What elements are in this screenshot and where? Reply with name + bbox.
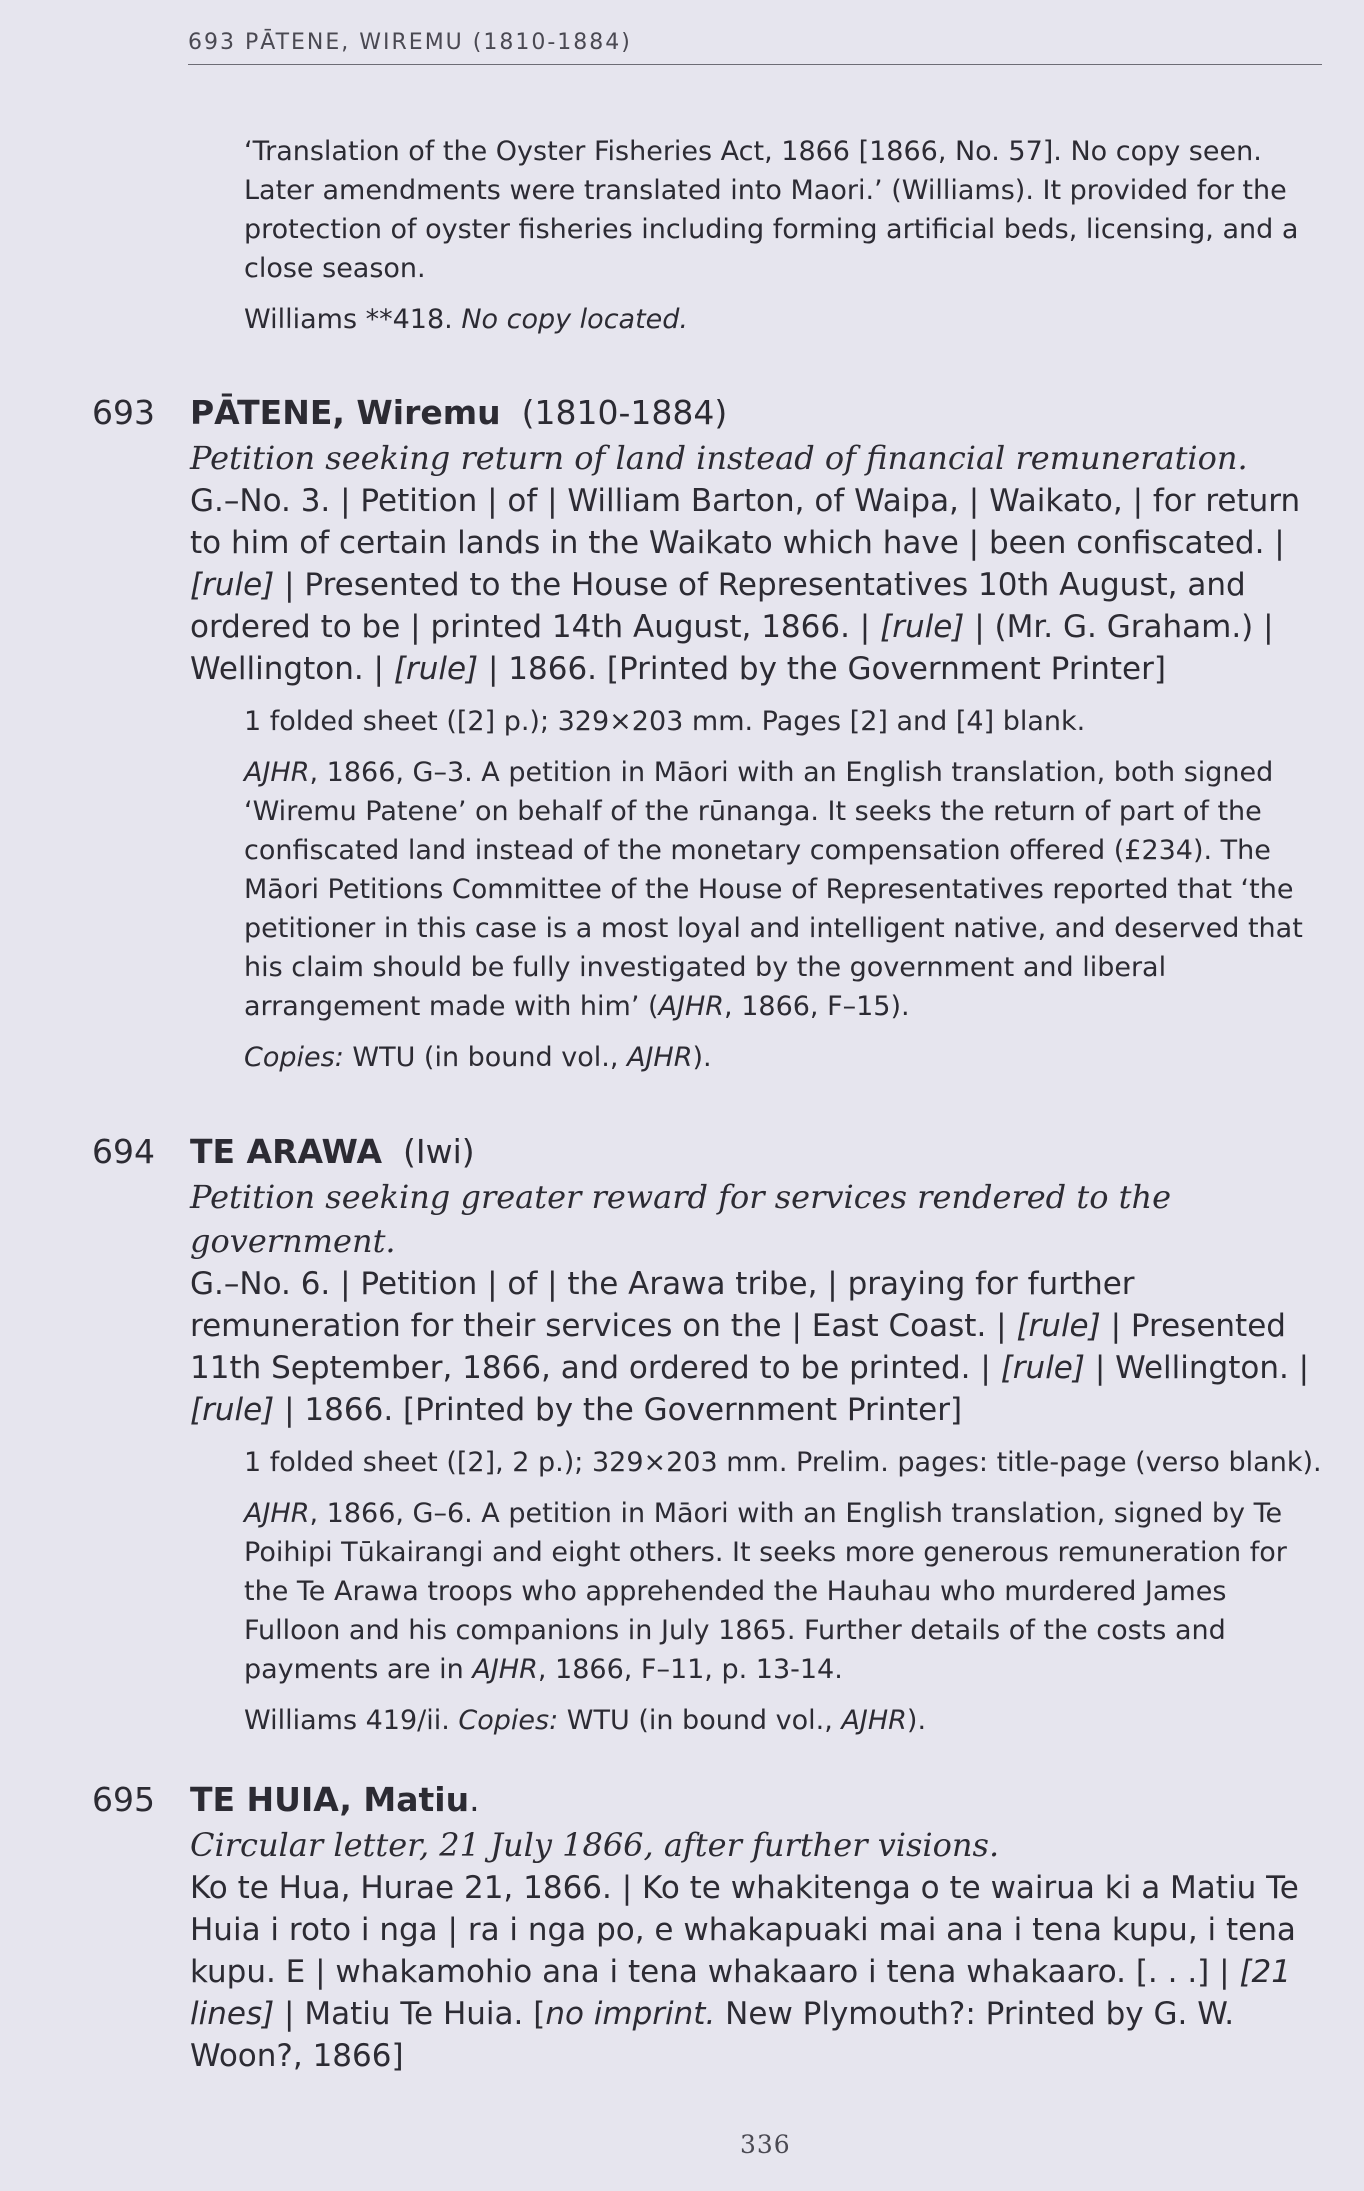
italic-run: [rule]	[190, 567, 275, 603]
text-run: Ko te Hua, Hurae 21, 1866. | Ko te whakitenga o te wairua ki a Matiu Te Huia i roto i nga | ra i nga po, e whakapuaki mai ana i tena kupu, i tena kupu. E | whakamohio ana i tena whakaaro i tena whakaaro. [. . .] |	[190, 1870, 1299, 1990]
italic-run: [rule]	[1016, 1308, 1101, 1344]
text-run: | Wellington. |	[1084, 1350, 1310, 1386]
entry-693	[92, 390, 1328, 1089]
italic-run: AJHR	[658, 991, 725, 1022]
italic-run: Copies:	[244, 1042, 344, 1073]
entry-dates: (1810-1884)	[521, 393, 728, 432]
text-run: | Matiu Te Huia. [	[274, 1996, 546, 2032]
text-run: ).	[906, 1705, 927, 1736]
text-run: 1 folded sheet ([2] p.); 329×203 mm. Pages [2] and [4] blank.	[244, 706, 1086, 737]
text-run: | 1866. [Printed by the Government Printer]	[274, 1392, 963, 1428]
continued-entry-notes	[244, 132, 1324, 351]
continued-reference	[244, 300, 1324, 339]
entry-dates: .	[469, 1780, 480, 1819]
italic-run: AJHR	[841, 1705, 907, 1736]
italic-run: [rule]	[393, 651, 479, 687]
entry-author: TE HUIA, Matiu	[190, 1780, 470, 1819]
entry-body	[190, 436, 1328, 1077]
header-rule	[188, 64, 1322, 65]
entry-695	[92, 1777, 1328, 2077]
entry-author: PĀTENE, Wiremu	[190, 393, 501, 432]
entry-number: 693	[92, 393, 155, 432]
text-run: ).	[692, 1042, 712, 1073]
entry-author: TE ARAWA	[190, 1132, 383, 1171]
bibliographic-note	[244, 753, 1328, 1026]
text-run: , 1866, G–6. A petition in Māori with an English translation, signed by Te Poihipi Tūkairangi and eight others. It seeks more generous remuneration for the Te Arawa troops who apprehended the Hauhau who murdered James Fulloon and his companions in July 1865. Further details of the costs and payments are in	[244, 1498, 1287, 1685]
bibliographic-note	[244, 1494, 1328, 1689]
text-run: WTU (in bound vol.,	[343, 1042, 627, 1073]
entry-notes	[244, 1443, 1328, 1740]
title-transcription	[190, 480, 1328, 690]
text-run: , 1866, F–15).	[724, 991, 910, 1022]
entry-dates: (Iwi)	[403, 1132, 475, 1171]
entry-heading	[92, 1777, 1328, 1823]
text-run: G.–No. 3. | Petition | of | William Barton, of Waipa, | Waikato, | for return to him of certain lands in the Waikato which have | been confiscated. |	[190, 483, 1301, 561]
title-transcription	[190, 1263, 1328, 1431]
running-head: 693 PĀTENE, WIREMU (1810-1884)	[188, 30, 632, 55]
entry-body	[190, 1823, 1328, 2077]
italic-run: [rule]	[880, 609, 965, 645]
italic-run: AJHR	[244, 1498, 310, 1529]
entry-title: Petition seeking return of land instead of financial remuneration.	[190, 439, 1248, 477]
entry-number: 694	[92, 1132, 155, 1171]
collation	[244, 702, 1328, 741]
entry-notes	[244, 702, 1328, 1077]
italic-run: [21 lines]	[190, 1954, 1291, 2032]
title-transcription	[190, 1867, 1328, 2077]
text-run: , 1866, G–3. A petition in Māori with an English translation, both signed ‘Wiremu Patene’ on behalf of the rūnanga. It seeks the return of part of the confiscated land instead of the monetary compensation offered (£234). The Māori Petitions Committee of the House of Representatives reported that ‘the petitioner in this case is a most loyal and intelligent native, and deserved that his claim should be fully investigated by the government and liberal arrangement made with him’ (	[244, 757, 1303, 1022]
entry-heading	[92, 1129, 1328, 1175]
italic-run: Copies:	[458, 1705, 559, 1736]
text-run: | 1866. [Printed by the Government Printer]	[478, 651, 1166, 687]
text-run: G.–No. 6. | Petition | of | the Arawa tribe, | praying for further remuneration for their services on the | East Coast. |	[190, 1266, 1135, 1344]
italic-run: [rule]	[1000, 1350, 1085, 1386]
text-run: | Presented 11th September, 1866, and ordered to be printed. |	[190, 1308, 1286, 1386]
italic-run: AJHR	[627, 1042, 693, 1073]
page-number: 336	[740, 2130, 791, 2159]
entry-heading	[92, 390, 1328, 436]
italic-run: no imprint.	[545, 1996, 716, 2032]
text-run: New Plymouth?: Printed by G. W. Woon?, 1866]	[190, 1996, 1235, 2074]
text-run: Williams 419/ii.	[244, 1705, 459, 1736]
reference-text: Williams **418.	[244, 304, 462, 335]
text-run: WTU (in bound vol.,	[558, 1705, 842, 1736]
continued-description: ‘Translation of the Oyster Fisheries Act, 1866 [1866, No. 57]. No copy seen. Later amendments were translated into Maori.’ (Williams). It provided for the protection of oyster fisheries including forming artificial beds, licensing, and a close season.	[244, 136, 1299, 284]
reference-status: No copy located.	[461, 304, 689, 335]
text-run: 1 folded sheet ([2], 2 p.); 329×203 mm. Prelim. pages: title-page (verso blank).	[244, 1447, 1322, 1478]
italic-run: [rule]	[190, 1392, 275, 1428]
italic-run: AJHR	[472, 1654, 538, 1685]
text-run: , 1866, F–11, p. 13-14.	[537, 1654, 843, 1685]
italic-run: AJHR	[244, 757, 310, 788]
copies-line	[244, 1701, 1328, 1740]
entry-body	[190, 1175, 1328, 1740]
entry-694	[92, 1129, 1328, 1752]
entry-number: 695	[92, 1780, 155, 1819]
text-run: | (Mr. G. Graham.) | Wellington. |	[190, 609, 1274, 687]
entry-title: Circular letter, 21 July 1866, after further visions.	[190, 1826, 1000, 1864]
copies-line	[244, 1038, 1328, 1077]
text-run: | Presented to the House of Representatives 10th August, and ordered to be | printed 14th August, 1866. |	[190, 567, 1246, 645]
collation	[244, 1443, 1328, 1482]
entry-title: Petition seeking greater reward for services rendered to the government.	[190, 1178, 1172, 1260]
